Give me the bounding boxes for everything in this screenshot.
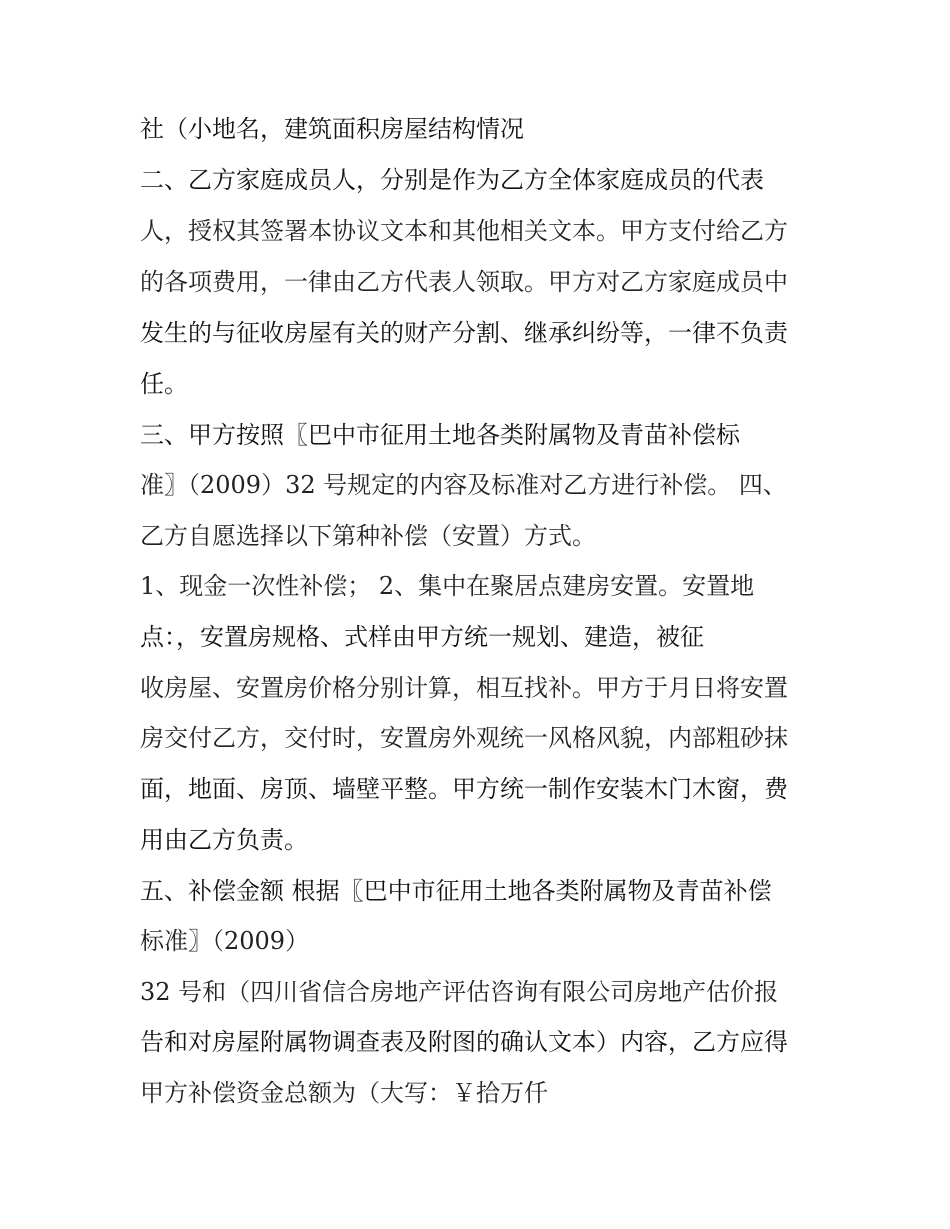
text-line-7: 三、甲方按照〖巴中市征用土地各类附属物及青苗补偿标 — [140, 421, 740, 449]
text-line-4: 的各项费用，一律由乙方代表人领取。甲方对乙方家庭成员中 — [140, 268, 788, 296]
text-line-11: 点：，安置房规格、式样由甲方统一规划、建造，被征 — [140, 623, 704, 651]
text-line-17: 标准〗（2009） — [140, 927, 310, 955]
text-line-2: 二、乙方家庭成员人，分别是作为乙方全体家庭成员的代表 — [140, 166, 764, 194]
text-line-3: 人，授权其签署本协议文本和其他相关文本。甲方支付给乙方 — [140, 217, 788, 245]
text-line-18: 32 号和（四川省信合房地产评估咨询有限公司房地产估价报 — [140, 978, 779, 1006]
text-line-1: 社（小地名，建筑面积房屋结构情况 — [140, 115, 524, 143]
text-line-14: 面，地面、房顶、墙壁平整。甲方统一制作安装木门木窗，费 — [140, 775, 788, 803]
text-line-13: 房交付乙方，交付时，安置房外观统一风格风貌，内部粗砂抹 — [140, 724, 788, 752]
text-line-9: 乙方自愿选择以下第种补偿（安置）方式。 — [140, 522, 596, 550]
text-line-10: 1、现金一次性补偿； 2、集中在聚居点建房安置。安置地 — [140, 572, 755, 600]
text-line-16: 五、补偿金额 根据〖巴中市征用土地各类附属物及青苗补偿 — [140, 877, 772, 905]
text-line-15: 用由乙方负责。 — [140, 826, 308, 854]
text-line-6: 任。 — [140, 370, 188, 398]
text-line-19: 告和对房屋附属物调查表及附图的确认文本）内容，乙方应得 — [140, 1028, 788, 1056]
text-line-5: 发生的与征收房屋有关的财产分割、继承纠纷等，一律不负责 — [140, 319, 788, 347]
text-line-8: 准〗（2009）32 号规定的内容及标准对乙方进行补偿。 四、 — [140, 471, 787, 499]
text-line-20: 甲方补偿资金总额为（大写：￥拾万仟 — [140, 1079, 548, 1107]
text-line-12: 收房屋、安置房价格分别计算，相互找补。甲方于月日将安置 — [140, 674, 788, 702]
